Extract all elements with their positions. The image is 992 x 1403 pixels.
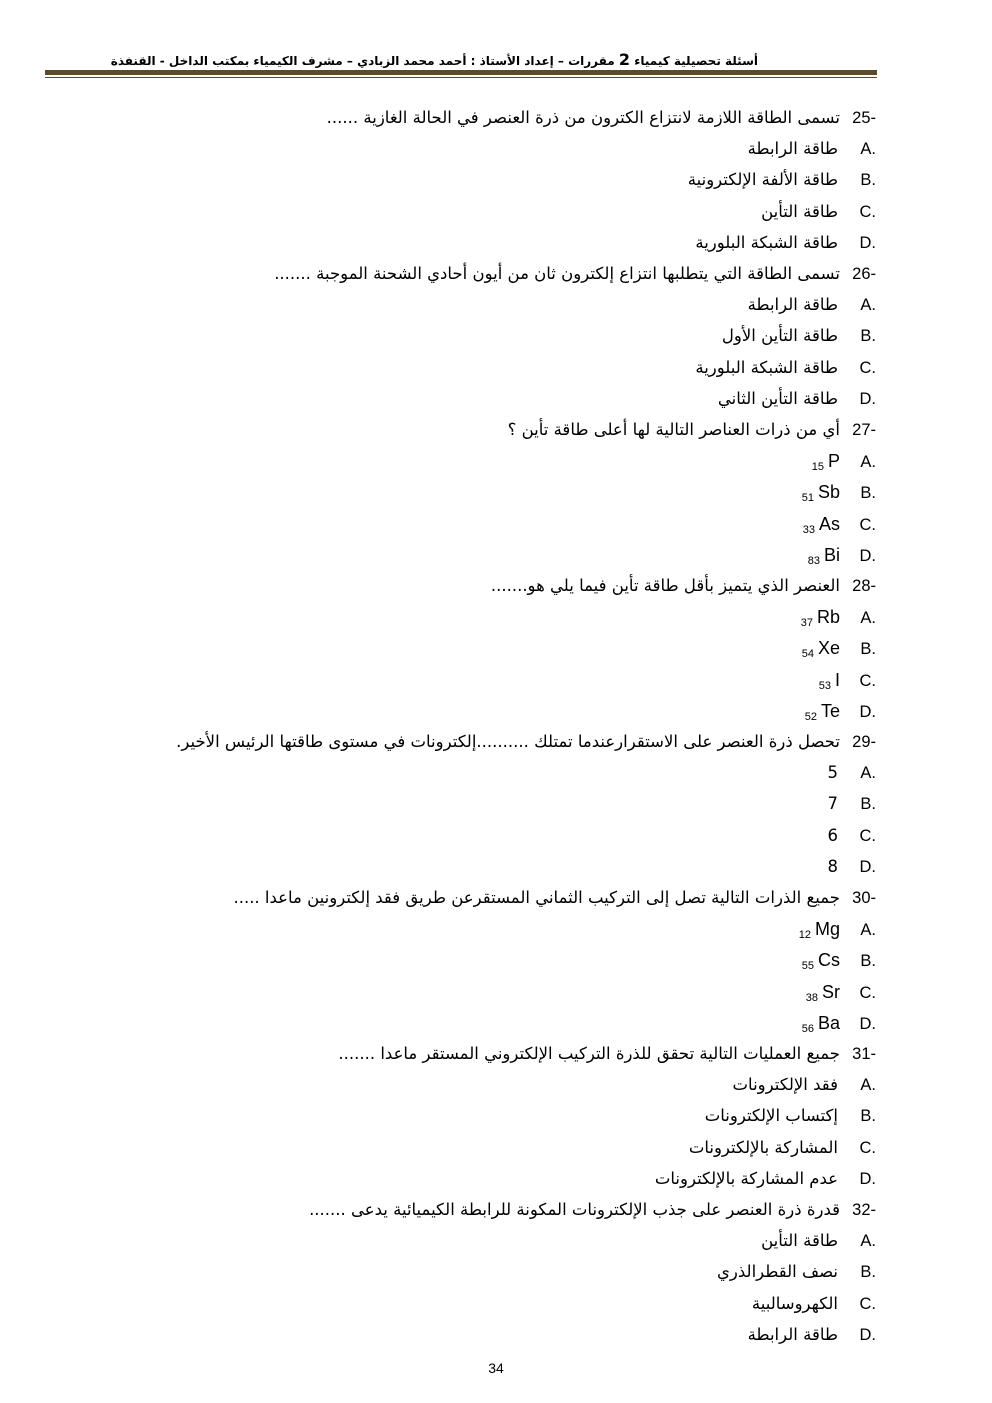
option-a[interactable]: [733, 1070, 876, 1100]
symbol-text: Ba: [817, 1013, 840, 1033]
option-c[interactable]: [819, 665, 876, 695]
atomic-number: 83: [807, 555, 820, 567]
option-label: D.: [859, 547, 876, 565]
option-c[interactable]: [828, 821, 877, 851]
option-label: C.: [859, 672, 876, 690]
option-b[interactable]: [722, 321, 876, 351]
option-c[interactable]: [761, 197, 876, 227]
question-30: [233, 883, 876, 913]
option-d[interactable]: [655, 1164, 876, 1194]
option-label: B.: [860, 795, 876, 813]
option-text: 7: [827, 794, 838, 813]
option-b[interactable]: [802, 633, 876, 663]
option-d[interactable]: [748, 1320, 876, 1350]
element-symbol: [802, 477, 840, 513]
option-label: C.: [859, 1295, 876, 1313]
atomic-number: 51: [801, 492, 814, 504]
option-label: A.: [860, 921, 876, 939]
option-a[interactable]: [828, 758, 877, 788]
option-label: C.: [859, 827, 876, 845]
option-c[interactable]: [689, 1133, 876, 1163]
option-label: D.: [859, 1015, 876, 1033]
option-d[interactable]: [802, 1008, 876, 1038]
question-text: جميع الذرات التالية تصل إلى التركيب الثماني المستقرعن طريق فقد إلكترونين ماعدا .....: [233, 888, 840, 907]
option-label: B.: [860, 1107, 876, 1125]
option-label: D.: [859, 1170, 876, 1188]
atomic-number: 53: [818, 680, 831, 692]
symbol-text: Mg: [814, 919, 840, 939]
question-number: 26-: [852, 265, 876, 283]
symbol-text: Sr: [822, 982, 840, 1002]
option-text: طاقة الألفة الإلكترونية: [687, 170, 838, 189]
option-label: A.: [860, 140, 876, 158]
option-label: B.: [860, 171, 876, 189]
element-symbol: [802, 945, 840, 981]
page-number: 34: [488, 1360, 504, 1376]
option-c[interactable]: [803, 509, 876, 539]
option-a[interactable]: [799, 914, 876, 944]
option-b[interactable]: [688, 165, 876, 195]
option-label: A.: [860, 1076, 876, 1094]
question-text: جميع العمليات التالية تحقق للذرة التركيب الإلكتروني المستقر ماعدا .......: [338, 1044, 840, 1063]
option-text: عدم المشاركة بالإلكترونات: [654, 1169, 838, 1188]
atomic-number: 52: [804, 711, 817, 723]
question-27: [508, 415, 876, 445]
option-label: D.: [859, 858, 876, 876]
option-label: C.: [859, 359, 876, 377]
option-text: طاقة الشبكة البلورية: [695, 233, 838, 252]
question-number: 29-: [852, 733, 876, 751]
symbol-text: Te: [820, 701, 840, 721]
option-text: نصف القطرالذري: [717, 1262, 838, 1281]
option-d[interactable]: [828, 852, 877, 882]
option-text: 6: [827, 826, 838, 845]
option-label: A.: [860, 453, 876, 471]
header-title-part2: مقررات – إعداد الأستاذ : أحمد محمد الزبادي – مشرف الكيمياء بمكتب الداخل - القنفذة: [110, 54, 615, 68]
option-label: B.: [860, 484, 876, 502]
option-a[interactable]: [812, 446, 876, 476]
option-text: طاقة الرابطة: [747, 1325, 838, 1344]
option-a[interactable]: [801, 602, 876, 632]
option-label: B.: [860, 1263, 876, 1281]
option-b[interactable]: [828, 789, 877, 819]
option-text: إكتساب الإلكترونات: [704, 1106, 838, 1125]
question-text: قدرة ذرة العنصر على جذب الإلكترونات المكونة للرابطة الكيميائية يدعى .......: [309, 1200, 840, 1219]
option-label: C.: [859, 1139, 876, 1157]
option-d[interactable]: [695, 228, 876, 258]
question-31: [338, 1039, 876, 1069]
question-26: [274, 259, 876, 289]
option-a[interactable]: [761, 1226, 876, 1256]
question-number: 28-: [852, 577, 876, 595]
option-text: 8: [827, 857, 838, 876]
option-text: طاقة الرابطة: [747, 295, 838, 314]
question-number: 31-: [852, 1045, 876, 1063]
option-c[interactable]: [695, 353, 876, 383]
question-number: 25-: [852, 109, 876, 127]
option-b[interactable]: [705, 1101, 876, 1131]
question-32: [309, 1195, 876, 1225]
question-text: أي من ذرات العناصر التالية لها أعلى طاقة تأين ؟: [507, 420, 840, 439]
option-d[interactable]: [805, 696, 876, 726]
atomic-number: 33: [802, 524, 815, 536]
option-text: طاقة التأين الأول: [721, 326, 838, 345]
header-title-part1: أسئلة تحصيلية كيمياء: [634, 54, 758, 68]
option-label: B.: [860, 640, 876, 658]
atomic-number: 15: [811, 461, 824, 473]
option-label: A.: [860, 296, 876, 314]
option-c[interactable]: [806, 977, 876, 1007]
symbol-text: I: [834, 670, 840, 690]
option-c[interactable]: [752, 1289, 876, 1319]
option-label: B.: [860, 327, 876, 345]
atomic-number: 55: [801, 960, 814, 972]
option-a[interactable]: [748, 290, 876, 320]
atomic-number: 56: [801, 1023, 814, 1035]
symbol-text: Sb: [817, 482, 840, 502]
question-number: 27-: [852, 421, 876, 439]
symbol-text: Rb: [816, 607, 840, 627]
option-label: A.: [860, 764, 876, 782]
symbol-text: As: [818, 514, 840, 534]
option-d[interactable]: [718, 384, 876, 414]
question-text: تسمى الطاقة التي يتطلبها انتزاع إلكترون ثان من أيون أحادي الشحنة الموجبة .......: [274, 264, 840, 283]
question-text: العنصر الذي يتميز بأقل طاقة تأين فيما يلي هو.......: [490, 576, 840, 595]
option-b[interactable]: [802, 945, 876, 975]
option-label: D.: [859, 234, 876, 252]
option-label: D.: [859, 703, 876, 721]
option-label: B.: [860, 952, 876, 970]
option-label: A.: [860, 609, 876, 627]
atomic-number: 38: [805, 992, 818, 1004]
option-text: المشاركة بالإلكترونات: [688, 1138, 838, 1157]
option-text: طاقة التأين: [761, 202, 838, 221]
option-b[interactable]: [802, 477, 876, 507]
option-text: الكهروسالبية: [751, 1294, 838, 1313]
option-text: طاقة الرابطة: [747, 139, 838, 158]
option-label: D.: [859, 390, 876, 408]
question-28: [491, 571, 876, 601]
question-number: 30-: [852, 889, 876, 907]
question-number: 32-: [852, 1201, 876, 1219]
header-title-number: 2: [618, 50, 631, 69]
option-label: C.: [859, 516, 876, 534]
question-29: [176, 727, 876, 757]
option-text: طاقة الشبكة البلورية: [695, 358, 838, 377]
symbol-text: P: [827, 451, 840, 471]
option-label: A.: [860, 1232, 876, 1250]
symbol-text: Xe: [817, 638, 840, 658]
option-label: C.: [859, 984, 876, 1002]
option-label: C.: [859, 203, 876, 221]
option-a[interactable]: [748, 134, 876, 164]
option-text: فقد الإلكترونات: [732, 1075, 838, 1094]
option-label: D.: [859, 1326, 876, 1344]
option-text: طاقة التأين الثاني: [717, 389, 838, 408]
atomic-number: 54: [801, 648, 814, 660]
question-text: تحصل ذرة العنصر على الاستقرارعندما تمتلك ..........إلكترونات في مستوى طاقتها الرئيس الأخير.: [176, 732, 840, 751]
symbol-text: Cs: [818, 950, 840, 970]
atomic-number: 12: [798, 929, 811, 941]
option-text: 5: [827, 763, 838, 782]
option-b[interactable]: [717, 1257, 876, 1287]
question-25: [327, 103, 876, 133]
option-text: طاقة التأين: [761, 1231, 838, 1250]
atomic-number: 37: [800, 617, 813, 629]
symbol-text: Bi: [823, 545, 840, 565]
element-symbol: [802, 633, 840, 669]
question-text: تسمى الطاقة اللازمة لانتزاع الكترون من ذرة العنصر في الحالة الغازية ......: [326, 108, 840, 127]
option-d[interactable]: [808, 540, 876, 570]
